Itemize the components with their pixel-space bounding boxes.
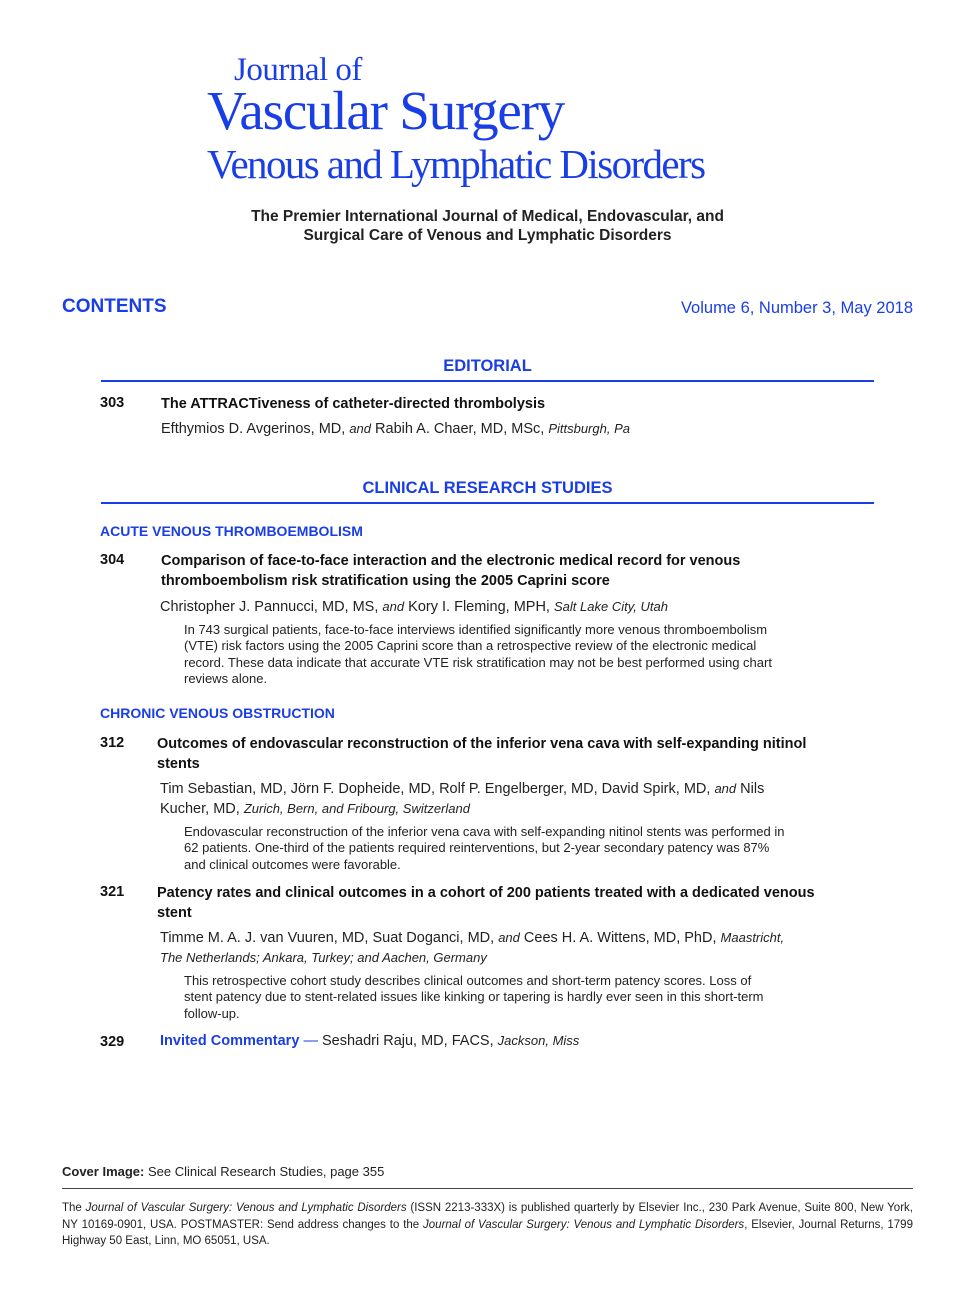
commentary-page-number: 329	[100, 1034, 125, 1050]
commentary-dash: —	[303, 1033, 318, 1049]
article-321-and: and	[498, 930, 520, 945]
article-304-location: Salt Lake City, Utah	[554, 599, 668, 614]
abstract-line: and clinical outcomes were favorable.	[184, 856, 401, 872]
article-304-authors-b: Kory I. Fleming, MPH,	[408, 599, 550, 615]
commentary-author: Seshadri Raju, MD, FACS,	[321, 1033, 494, 1049]
article-304-authors	[160, 597, 668, 617]
article-321-title[interactable]	[157, 883, 815, 923]
contents-heading: CONTENTS	[62, 296, 167, 317]
footer-journal-name: Journal of Vascular Surgery: Venous and Lymphatic Disorders	[85, 1202, 407, 1214]
cover-image-text: See Clinical Research Studies, page 355	[148, 1164, 385, 1179]
article-312-title-line-1: Outcomes of endovascular reconstruction of the inferior vena cava with self-expanding nitinol	[157, 736, 807, 752]
article-312-title-line-2: stents	[157, 756, 200, 772]
article-312-and: and	[714, 781, 737, 796]
abstract-line: 62 patients. One-third of the patients required reinterventions, but 2-year secondary patency was 87%	[184, 840, 770, 856]
editorial-authors-a: Efthymios D. Avgerinos, MD,	[161, 421, 346, 437]
article-312-abstract	[184, 824, 864, 873]
article-304-and: and	[382, 599, 405, 614]
article-304-title-line-1: Comparison of face-to-face interaction and the electronic medical record for venous	[161, 553, 741, 569]
article-312-authors-line-1-end: Nils	[740, 781, 765, 797]
article-321-authors	[160, 928, 784, 968]
abstract-line: reviews alone.	[184, 670, 268, 686]
editorial-authors-b: Rabih A. Chaer, MD, MSc,	[375, 421, 545, 437]
cover-image-note	[62, 1164, 384, 1179]
footer-part-3: , Elsevier, Journal Returns, 1799 Highway 50 East, Linn, MO 65051, USA.	[62, 1218, 913, 1247]
masthead-line-2: Vascular Surgery	[207, 80, 565, 141]
journal-tagline	[160, 207, 815, 245]
editorial-title[interactable]: The ATTRACTiveness of catheter-directed thrombolysis	[161, 396, 546, 412]
tagline-line-2: Surgical Care of Venous and Lymphatic Disorders	[303, 227, 672, 244]
tagline-line-1: The Premier International Journal of Medical, Endovascular, and	[251, 208, 724, 225]
article-304-abstract	[184, 622, 864, 687]
footer-journal-name-2: Journal of Vascular Surgery: Venous and Lymphatic Disorders	[423, 1218, 745, 1231]
editorial-heading: EDITORIAL	[443, 357, 532, 375]
clinical-research-divider	[101, 502, 874, 504]
article-312-location: Zurich, Bern, and Fribourg, Switzerland	[243, 801, 470, 816]
editorial-authors	[161, 419, 630, 439]
abstract-line: This retrospective cohort study describes clinical outcomes and short-term patency scores. Loss of	[184, 973, 752, 988]
editorial-page-number: 303	[100, 395, 125, 411]
editorial-and: and	[349, 421, 372, 436]
subsection-chronic-venous-obstruction: CHRONIC VENOUS OBSTRUCTION	[100, 705, 335, 721]
footer-part-2: (ISSN 2213-333X) is published quarterly by Elsevier Inc., 230 Park Avenue, Suite 800, New York, NY 10169-0901, USA. POSTMASTER: Send address changes to the	[62, 1202, 913, 1231]
abstract-line: In 743 surgical patients, face-to-face interviews identified significantly more venous thromboembolism	[184, 622, 768, 637]
masthead-line-3: Venous and Lymphatic Disorders	[207, 141, 705, 187]
article-312-authors	[160, 779, 764, 819]
article-304-title-line-2: thromboembolism risk stratification using the 2005 Caprini score	[161, 573, 610, 589]
article-304-authors-a: Christopher J. Pannucci, MD, MS,	[160, 599, 379, 615]
abstract-line: (VTE) risk factors using the 2005 Caprini score than a retrospective review of the electronic medical	[184, 638, 757, 654]
abstract-line: Endovascular reconstruction of the inferior vena cava with self-expanding nitinol stents was performed in	[184, 824, 785, 839]
publisher-footer	[62, 1200, 913, 1250]
invited-commentary-entry	[160, 1033, 579, 1049]
editorial-divider	[101, 380, 874, 382]
masthead-line-1: Journal of	[234, 52, 362, 88]
cover-image-label: Cover Image:	[62, 1164, 145, 1179]
article-312-title[interactable]	[157, 734, 806, 774]
subsection-acute-vte: ACUTE VENOUS THROMBOEMBOLISM	[100, 523, 363, 539]
abstract-line: stent patency due to stent-related issues like kinking or tapering is hardly ever seen in this short-term	[184, 989, 764, 1005]
article-321-authors-b: Cees H. A. Wittens, MD, PhD,	[523, 930, 717, 946]
editorial-location: Pittsburgh, Pa	[548, 421, 630, 436]
footer-divider	[62, 1188, 913, 1189]
article-312-page-number: 312	[100, 735, 125, 751]
article-321-authors-a: Timme M. A. J. van Vuuren, MD, Suat Doganci, MD,	[160, 930, 495, 946]
article-321-location-line-1: Maastricht,	[720, 930, 785, 945]
article-321-location-line-2: The Netherlands; Ankara, Turkey; and Aachen, Germany	[160, 950, 487, 965]
article-312-authors-line-1: Tim Sebastian, MD, Jörn F. Dopheide, MD, Rolf P. Engelberger, MD, David Spirk, MD,	[160, 781, 711, 797]
clinical-research-heading: CLINICAL RESEARCH STUDIES	[362, 479, 613, 497]
article-312-authors-line-2: Kucher, MD,	[160, 801, 240, 817]
article-304-title[interactable]	[161, 551, 740, 591]
article-304-page-number: 304	[100, 552, 125, 568]
footer-part-1: The	[62, 1202, 82, 1214]
invited-commentary-link[interactable]: Invited Commentary	[160, 1033, 300, 1049]
abstract-line: follow-up.	[184, 1005, 240, 1021]
volume-issue-info: Volume 6, Number 3, May 2018	[680, 299, 913, 317]
article-321-page-number: 321	[100, 884, 125, 900]
commentary-location: Jackson, Miss	[497, 1033, 580, 1048]
article-321-abstract	[184, 973, 864, 1022]
article-321-title-line-1: Patency rates and clinical outcomes in a cohort of 200 patients treated with a dedicated venous	[157, 885, 815, 901]
article-321-title-line-2: stent	[157, 905, 192, 921]
abstract-line: record. These data indicate that accurate VTE risk stratification may not be best performed using chart	[184, 654, 772, 670]
